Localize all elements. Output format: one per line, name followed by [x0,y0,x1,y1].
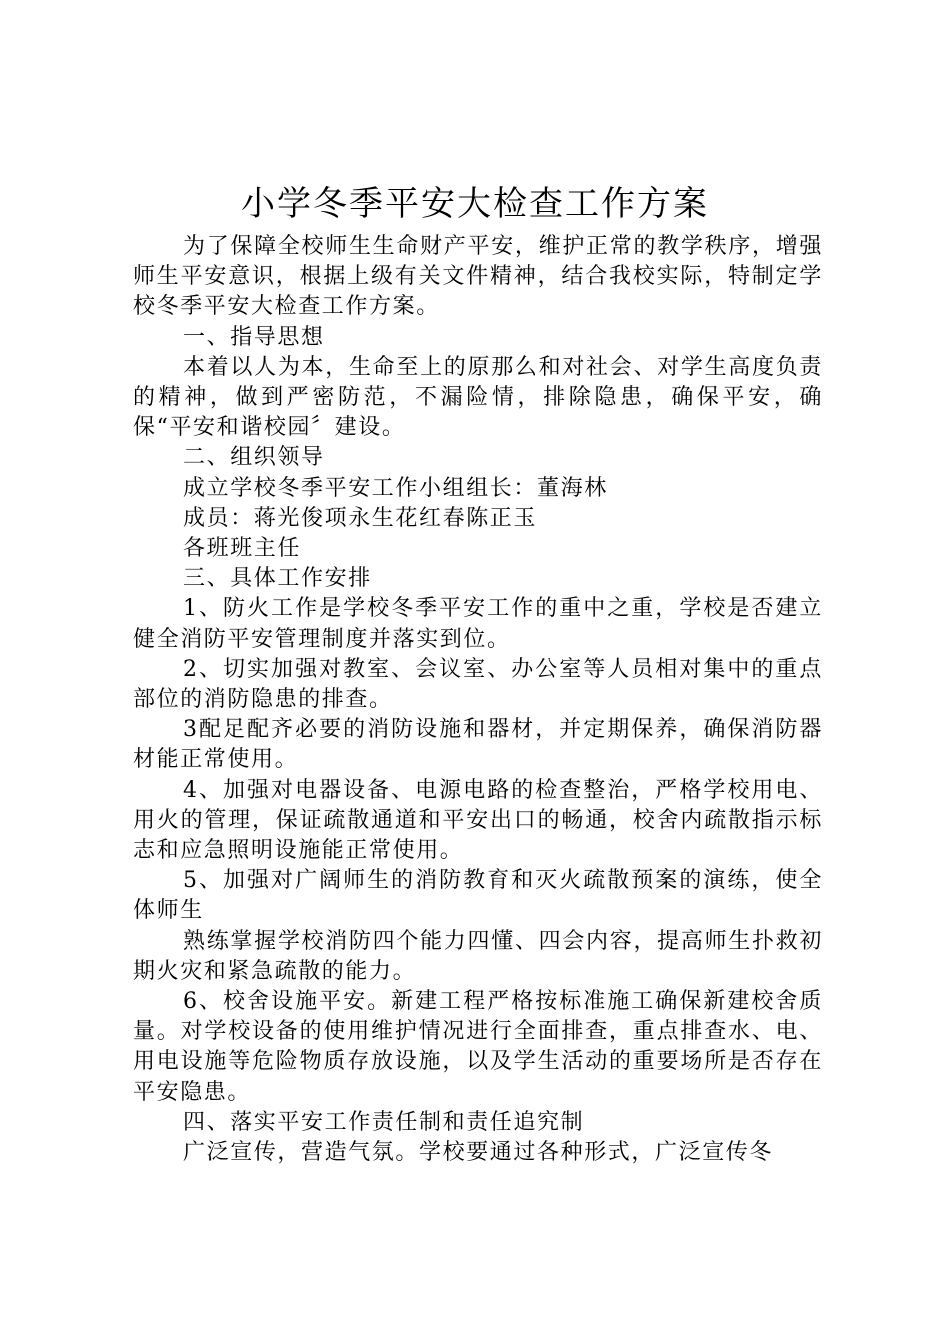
paragraph-item-6: 6、校舍设施平安。新建工程严格按标准施工确保新建校舍质量。对学校设备的使用维护情况进行全面排查，重点排查水、电、用电设施等危险物质存放设施，以及学生活动的重要场所是否存在平安隐患。 [133,989,823,1105]
paragraph-intro: 为了保障全校师生生命财产平安，维护正常的教学秩序，增强师生平安意识，根据上级有关文件精神，结合我校实际，特制定学校冬季平安大检查工作方案。 [133,234,823,320]
paragraph-class-teachers: 各班班主任 [183,536,302,562]
paragraph-team-leader: 成立学校冬季平安工作小组组长：董海林 [183,475,608,501]
document-title: 小学冬季平安大检查工作方案 [241,184,709,224]
section-heading-leadership: 二、组织领导 [183,445,325,471]
paragraph-item-5: 5、加强对广阔师生的消防教育和灭火疏散预案的演练，使全体师生 [133,868,823,924]
section-heading-work-arrangement: 三、具体工作安排 [183,566,372,592]
document-body [133,232,823,1168]
paragraph-item-1: 1、防火工作是学校冬季平安工作的重中之重，学校是否建立健全消防平安管理制度并落实到位。 [133,596,823,652]
paragraph-publicity: 广泛宣传，营造气氛。学校要通过各种形式，广泛宣传冬 [183,1140,774,1166]
paragraph-item-5-continued: 熟练掌握学校消防四个能力四懂、四会内容，提高师生扑救初期火灾和紧急疏散的能力。 [133,928,823,984]
paragraph-item-4: 4、加强对电器设备、电源电路的检查整治，严格学校用电、用火的管理，保证疏散通道和平安出口的畅通，校舍内疏散指示标志和应急照明设施能正常使用。 [133,777,823,864]
paragraph-team-members: 成员：蒋光俊项永生花红春陈正玉 [183,505,538,531]
section-heading-responsibility: 四、落实平安工作责任制和责任追究制 [183,1109,585,1135]
paragraph-guiding-ideology: 本着以人为本，生命至上的原那么和对社会、对学生高度负责的精神，做到严密防范，不漏险情，排除隐患，确保平安，确保“平安和谐校园〞建设。 [133,354,823,441]
paragraph-item-2: 2、切实加强对教室、会议室、办公室等人员相对集中的重点部位的消防隐患的排查。 [133,656,823,713]
section-heading-guiding-ideology: 一、指导思想 [183,324,325,350]
paragraph-item-3: 3配足配齐必要的消防设施和器材，并定期保养，确保消防器材能正常使用。 [133,717,823,773]
